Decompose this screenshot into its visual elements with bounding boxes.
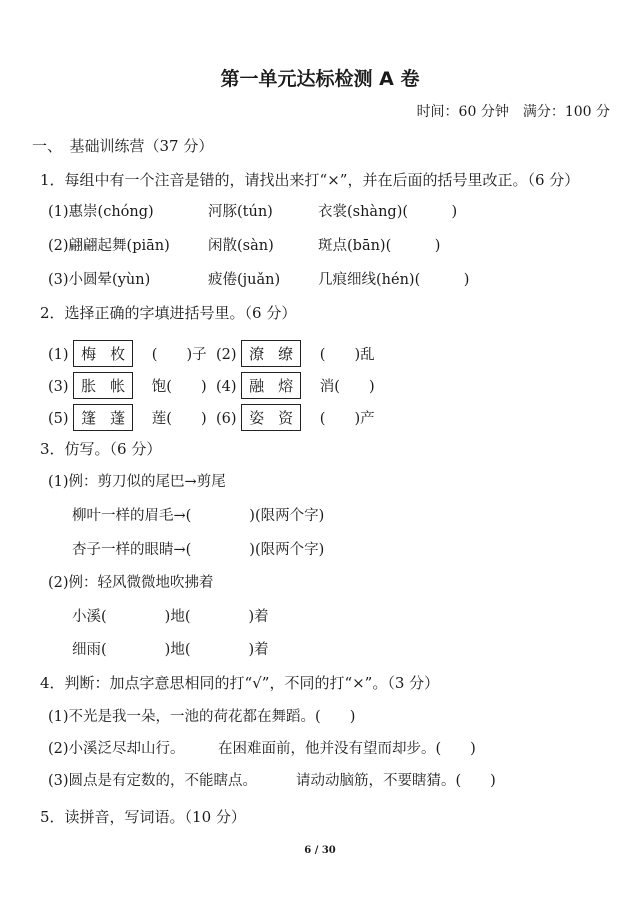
q4-row-3-b[interactable]: 请动动脑筋，不要瞎猜。( ) (296, 773, 496, 789)
question-4-prompt: 4．判断：加点字意思相同的打“√”，不同的打“×”。（3 分） (40, 674, 440, 692)
question-1-prompt: 1．每组中有一个注音是错的，请找出来打“×”，并在后面的括号里改正。（6 分） (40, 171, 580, 189)
q2-row-2 (48, 372, 207, 399)
q3-example-1: (1)例：剪刀似的尾巴→剪尾 (48, 474, 226, 490)
q2-num: (5) (48, 411, 69, 427)
char-choice-box: 篷蓬 (73, 404, 133, 431)
q3-ex2-line-b[interactable]: 细雨( )地( )着 (72, 642, 269, 658)
q1-row-1-a: (1)惠崇(chóng) (48, 204, 154, 220)
answer-blank[interactable]: 消( ) (319, 379, 375, 395)
char-choice-box: 胀帐 (73, 372, 133, 399)
q1-row-3-a: (3)小圆晕(yùn) (48, 272, 151, 288)
q2-row-3-right (216, 404, 375, 431)
char-choice-box: 融熔 (241, 372, 301, 399)
page-title: 第一单元达标检测 A 卷 (220, 68, 420, 90)
q2-num: (2) (216, 347, 237, 363)
q2-num: (1) (48, 347, 69, 363)
q1-row-3-c[interactable]: 几痕细线(hén)( ) (318, 272, 470, 288)
q1-row-2-a: (2)翩翩起舞(piān) (48, 238, 170, 254)
answer-blank[interactable]: ( )产 (319, 411, 375, 427)
answer-blank[interactable]: 莲( ) (151, 411, 207, 427)
q1-row-2-c[interactable]: 斑点(bān)( ) (318, 238, 441, 254)
q2-num: (3) (48, 379, 69, 395)
question-3-prompt: 3．仿写。（6 分） (40, 440, 162, 458)
q4-row-2-b[interactable]: 在困难面前，他并没有望而却步。( ) (218, 741, 476, 757)
q3-ex1-line-a[interactable]: 柳叶一样的眉毛→( )(限两个字) (72, 508, 325, 524)
q3-example-2: (2)例：轻风微微地吹拂着 (48, 575, 214, 591)
q2-row-3 (48, 404, 207, 431)
char-choice-box: 潦缭 (241, 340, 301, 367)
exam-meta: 时间：60 分钟 满分：100 分 (416, 104, 610, 120)
answer-blank[interactable]: ( )子 (151, 347, 207, 363)
section-heading: 一、 基础训练营（37 分） (32, 137, 214, 155)
answer-blank[interactable]: 饱( ) (151, 379, 207, 395)
q2-num: (6) (216, 411, 237, 427)
q1-row-1-c[interactable]: 衣裳(shàng)( ) (318, 204, 458, 220)
char-choice-box: 梅枚 (73, 340, 133, 367)
question-5-prompt: 5．读拼音，写词语。（10 分） (40, 808, 246, 826)
q1-row-3-b: 疲倦(juǎn) (208, 272, 281, 288)
page-number: 6 / 30 (304, 845, 336, 856)
q1-row-2-b: 闲散(sàn) (208, 238, 274, 254)
q1-row-1-b: 河豚(tún) (208, 204, 273, 220)
q3-ex2-line-a[interactable]: 小溪( )地( )着 (72, 609, 269, 625)
question-2-prompt: 2．选择正确的字填进括号里。（6 分） (40, 304, 297, 322)
q4-row-2-a: (2)小溪泛尽却山行。 (48, 741, 185, 757)
q2-row-2-right (216, 372, 375, 399)
answer-blank[interactable]: ( )乱 (319, 347, 375, 363)
q2-row-1 (48, 340, 207, 367)
q2-row-1-right (216, 340, 375, 367)
q4-row-1[interactable]: (1)不光是我一朵，一池的荷花都在舞蹈。( ) (48, 709, 356, 725)
q4-row-3-a: (3)圆点是有定数的，不能瞎点。 (48, 773, 258, 789)
q3-ex1-line-b[interactable]: 杏子一样的眼睛→( )(限两个字) (72, 542, 325, 558)
q2-num: (4) (216, 379, 237, 395)
char-choice-box: 姿资 (241, 404, 301, 431)
